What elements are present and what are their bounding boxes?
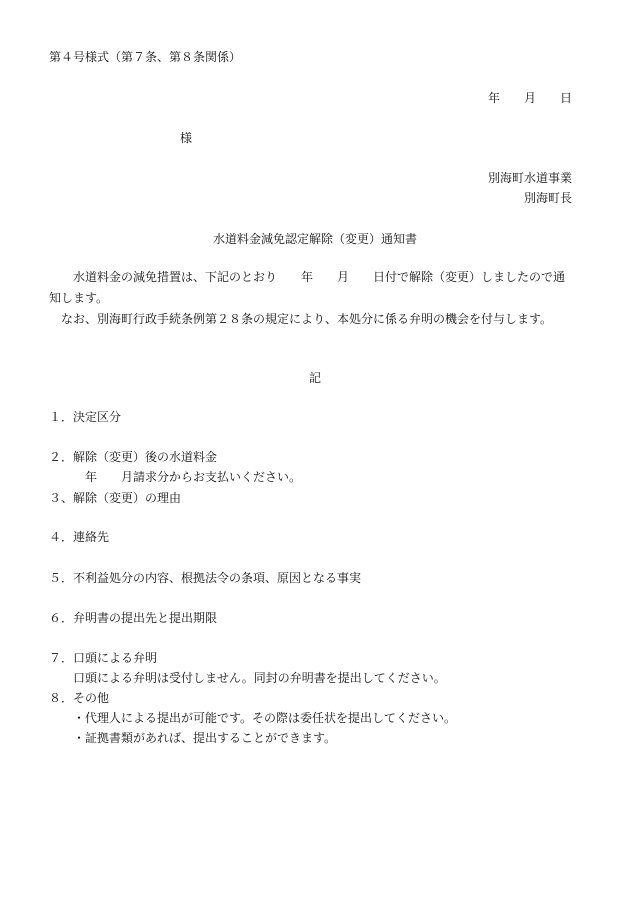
recipient-suffix: 様 [180, 131, 193, 145]
document-title: 水道料金減免認定解除（変更）通知書 [212, 232, 417, 246]
item-5: ５．不利益処分の内容、根拠法令の条項、原因となる事実 [49, 571, 362, 585]
date-line: 年 月 日 [487, 91, 572, 105]
issuer-title: 別海町長 [523, 191, 572, 205]
body-paragraph-1-line-1: 水道料金の減免措置は、下記のとおり 年 月 日付で解除（変更）しましたので通 [49, 270, 566, 284]
body-paragraph-1-line-2: 知します。 [49, 291, 109, 305]
item-8-detail-2: ・証拠書類があれば、提出することができます。 [73, 731, 337, 745]
ki-heading: 記 [308, 371, 321, 385]
item-3: ３、解除（変更）の理由 [49, 491, 182, 505]
issuer-org: 別海町水道事業 [487, 171, 572, 185]
item-8: ８．その他 [49, 691, 110, 705]
item-8-detail-1: ・代理人による提出が可能です。その際は委任状を提出してください。 [73, 711, 457, 725]
item-7-detail: 口頭による弁明は受付しません。同封の弁明書を提出してください。 [73, 671, 446, 685]
item-7: ７．口頭による弁明 [49, 651, 158, 665]
form-number: 第４号様式（第７条、第８条関係） [49, 50, 242, 64]
body-paragraph-2: なお、別海町行政手続条例第２８条の規定により、本処分に係る弁明の機会を付与します。 [49, 312, 553, 326]
item-4: ４．連絡先 [49, 530, 110, 544]
item-2: ２．解除（変更）後の水道料金 [49, 450, 218, 464]
item-2-detail: 年 月請求分からお支払いください。 [49, 470, 302, 484]
item-6: ６．弁明書の提出先と提出期限 [49, 611, 218, 625]
item-1: １．決定区分 [49, 410, 122, 424]
